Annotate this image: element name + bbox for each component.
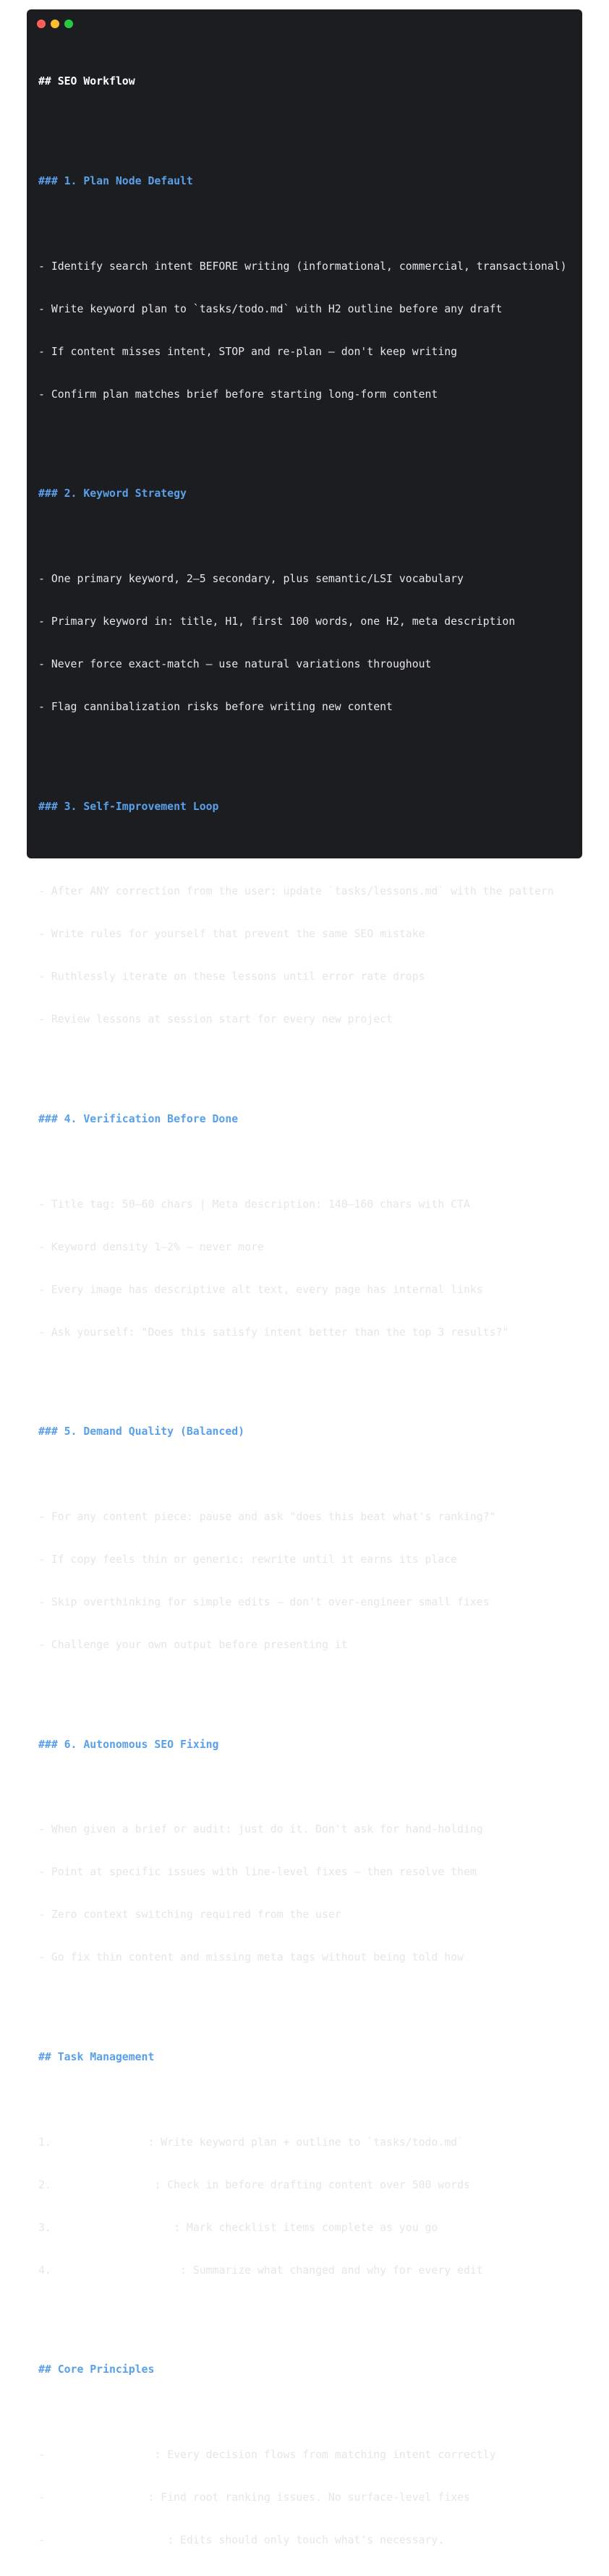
item-prefix: 1. [38,2136,58,2149]
list-item: - Skip overthinking for simple edits — don't over-engineer small fixes [38,1596,490,1608]
blank-line [38,529,576,544]
blank-line [38,1155,576,1169]
list-item: - Primary keyword in: title, H1, first 100 words, one H2, meta description [38,615,516,628]
numbered-item [38,2264,576,2278]
doc-title: ## SEO Workflow [38,75,135,88]
minimize-window-button[interactable] [51,20,59,28]
item-bold-label: **Track Progress** [57,2221,174,2234]
list-item: - Confirm plan matches brief before starting long-form content [38,388,438,401]
section-heading: ### 2. Keyword Strategy [38,487,187,500]
item-text: : Edits should only touch what's necessary. [167,2533,445,2546]
blank-line [38,1368,576,1383]
section-heading: ### 5. Demand Quality (Balanced) [38,1425,245,1438]
list-item: - Ask yourself: "Does this satisfy intent better than the top 3 results?" [38,1326,509,1339]
section-heading: ### 6. Autonomous SEO Fixing [38,1738,219,1751]
numbered-item [38,2221,576,2235]
numbered-item [38,2178,576,2193]
list-item: - Title tag: 50–60 chars | Meta description: 140–160 chars with CTA [38,1198,470,1211]
window-titlebar [27,9,582,38]
list-item: - When given a brief or audit: just do it. Don't ask for hand-holding [38,1823,483,1836]
list-item: - Every image has descriptive alt text, every page has internal links [38,1283,483,1296]
section-heading: ### 4. Verification Before Done [38,1112,239,1125]
list-item: - Keyword density 1–2% — never more [38,1240,264,1253]
section-heading: ## Task Management [38,2050,155,2063]
list-item: - Never force exact-match — use natural variations throughout [38,658,432,671]
item-prefix: 4. [38,2264,58,2277]
item-bold-label: **No Laziness** [51,2491,148,2504]
blank-line [38,1055,576,1070]
item-prefix: 3. [38,2221,58,2234]
item-bold-label: **Plan First** [57,2136,148,2149]
item-bold-label: **Minimal Impact** [51,2533,168,2546]
item-text: : Summarize what changed and why for every edit [180,2264,483,2277]
section-heading: ### 1. Plan Node Default [38,174,193,187]
list-item: - Flag cannibalization risks before writing new content [38,700,393,713]
section-heading: ## Core Principles [38,2363,155,2376]
list-item: - If copy feels thin or generic: rewrite until it earns its place [38,1553,458,1566]
item-prefix: 2. [38,2178,58,2191]
blank-line [38,2306,576,2321]
blank-line [38,1780,576,1794]
item-text: : Check in before drafting content over 500 words [154,2178,470,2191]
blank-line [38,1467,576,1482]
item-text: : Write keyword plan + outline to `tasks/todo.md` [148,2136,464,2149]
list-item: - Write rules for yourself that prevent the same SEO mistake [38,928,425,941]
item-prefix: - [38,2533,51,2546]
item-bold-label: **Explain Changes** [57,2264,180,2277]
list-item: - Point at specific issues with line-level fixes — then resolve them [38,1866,477,1879]
list-item: - Ruthlessly iterate on these lessons until error rate drops [38,971,425,984]
markdown-content [38,46,576,2576]
list-item: - Write keyword plan to `tasks/todo.md` with H2 outline before any draft [38,302,503,315]
list-item: - Identify search intent BEFORE writing (informational, commercial, transactional) [38,260,567,273]
terminal-window [27,9,582,2546]
section-heading: ### 3. Self-Improvement Loop [38,800,219,813]
item-text: : Find root ranking issues. No surface-level fixes [148,2491,470,2504]
blank-line [38,1993,576,2008]
blank-line [38,430,576,445]
list-item: - For any content piece: pause and ask "does this beat what's ranking?" [38,1511,496,1524]
list-item [38,2448,576,2462]
blank-line [38,743,576,757]
list-item: - Challenge your own output before presenting it [38,1638,348,1651]
list-item [38,2491,576,2505]
item-bold-label: **Verify Plan** [57,2178,155,2191]
blank-line [38,2405,576,2420]
item-text: : Mark checklist items complete as you go [174,2221,438,2234]
list-item: - After ANY correction from the user: update `tasks/lessons.md` with the pattern [38,885,554,898]
list-item: - If content misses intent, STOP and re-plan — don't keep writing [38,345,458,358]
list-item: - Review lessons at session start for every new project [38,1013,393,1026]
maximize-window-button[interactable] [64,20,73,28]
blank-line [38,842,576,856]
list-item: - Go fix thin content and missing meta tags without being told how [38,1951,464,1964]
numbered-item [38,2136,576,2150]
blank-line [38,117,576,132]
list-item: - One primary keyword, 2–5 secondary, plus semantic/LSI vocabulary [38,573,464,586]
item-bold-label: **Intent First** [51,2449,155,2462]
item-prefix: - [38,2491,51,2504]
list-item [38,2533,576,2548]
list-item: - Zero context switching required from the user [38,1908,341,1922]
item-prefix: - [38,2449,51,2462]
blank-line [38,217,576,231]
close-window-button[interactable] [37,20,46,28]
blank-line [38,1681,576,1695]
blank-line [38,2093,576,2107]
item-text: : Every decision flows from matching intent correctly [154,2449,496,2462]
